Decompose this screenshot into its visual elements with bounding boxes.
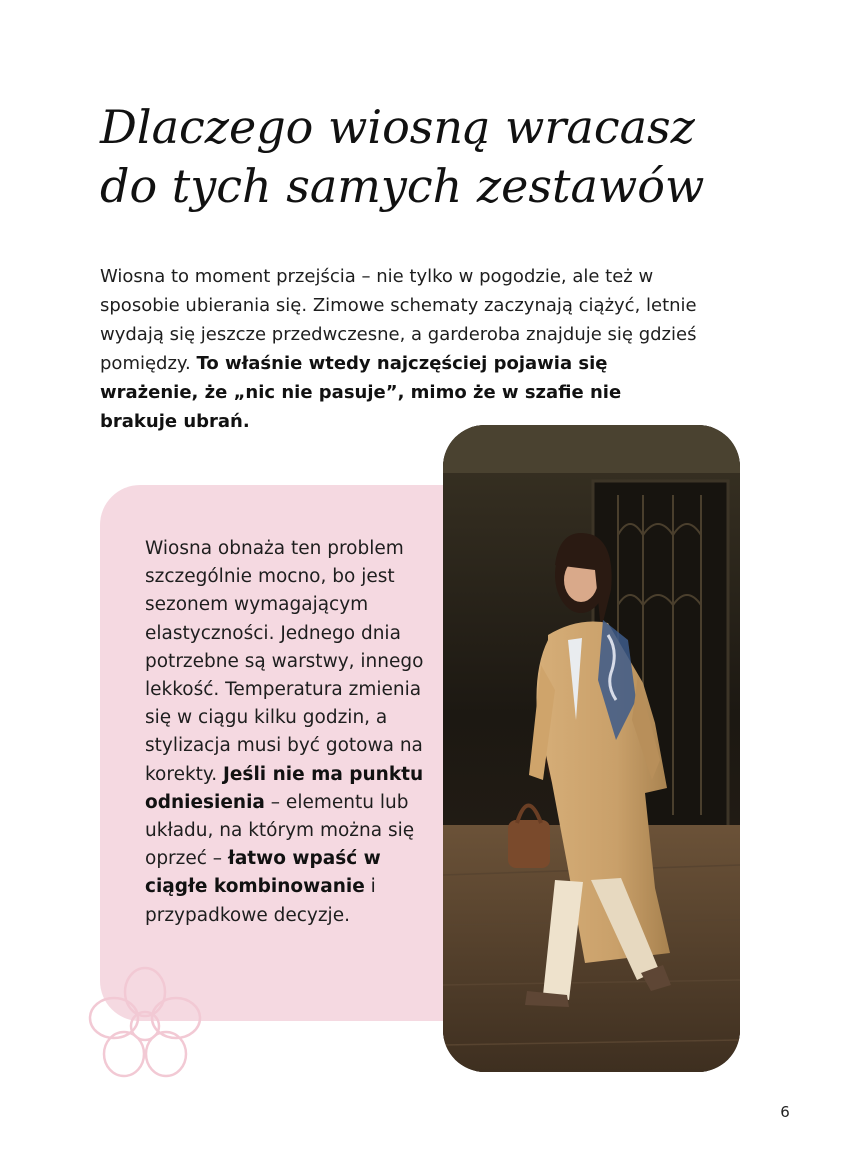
callout-text-part-1: Wiosna obnaża ten problem szczególnie mocno, bo jest sezonem wymagającym elastyczności. Jednego dnia potrzebne są warstwy, innego lekkość. Temperatura zmienia się w ciągu kilku godzin, a stylizacja musi być gotowa na korekty.	[145, 538, 424, 785]
intro-paragraph	[100, 262, 700, 436]
page-number: 6	[780, 1103, 790, 1121]
title-line-1: Dlaczego wiosną wracasz	[100, 100, 695, 154]
callout-text-part-3: i przypadkowe decyzje.	[145, 876, 376, 926]
intro-text: Wiosna to moment przejścia – nie tylko w pogodzie, ale też w sposobie ubierania się. Zimowe schematy zaczynają ciążyć, letnie wydają się jeszcze przedwczesne, a garderoba znajduje się gdzieś pomiędzy.	[100, 266, 697, 374]
intro-bold-text: To właśnie wtedy najczęściej pojawia się wrażenie, że „nic nie pasuje”, mimo że w szafie nie brakuje ubrań.	[100, 353, 622, 432]
callout-text	[145, 535, 435, 930]
callout-bold-part-1: Jeśli nie ma punktu odniesienia	[145, 763, 424, 813]
page-title	[100, 98, 800, 216]
flower-icon	[82, 960, 208, 1086]
callout-text-part-2: – elementu lub układu, na którym można się oprzeć –	[145, 791, 415, 870]
callout-bold-part-2: łatwo wpaść w ciągłe kombinowanie	[145, 848, 381, 898]
title-line-2: do tych samych zestawów	[100, 159, 705, 213]
woman-in-trench-coat-photo	[443, 425, 740, 1072]
